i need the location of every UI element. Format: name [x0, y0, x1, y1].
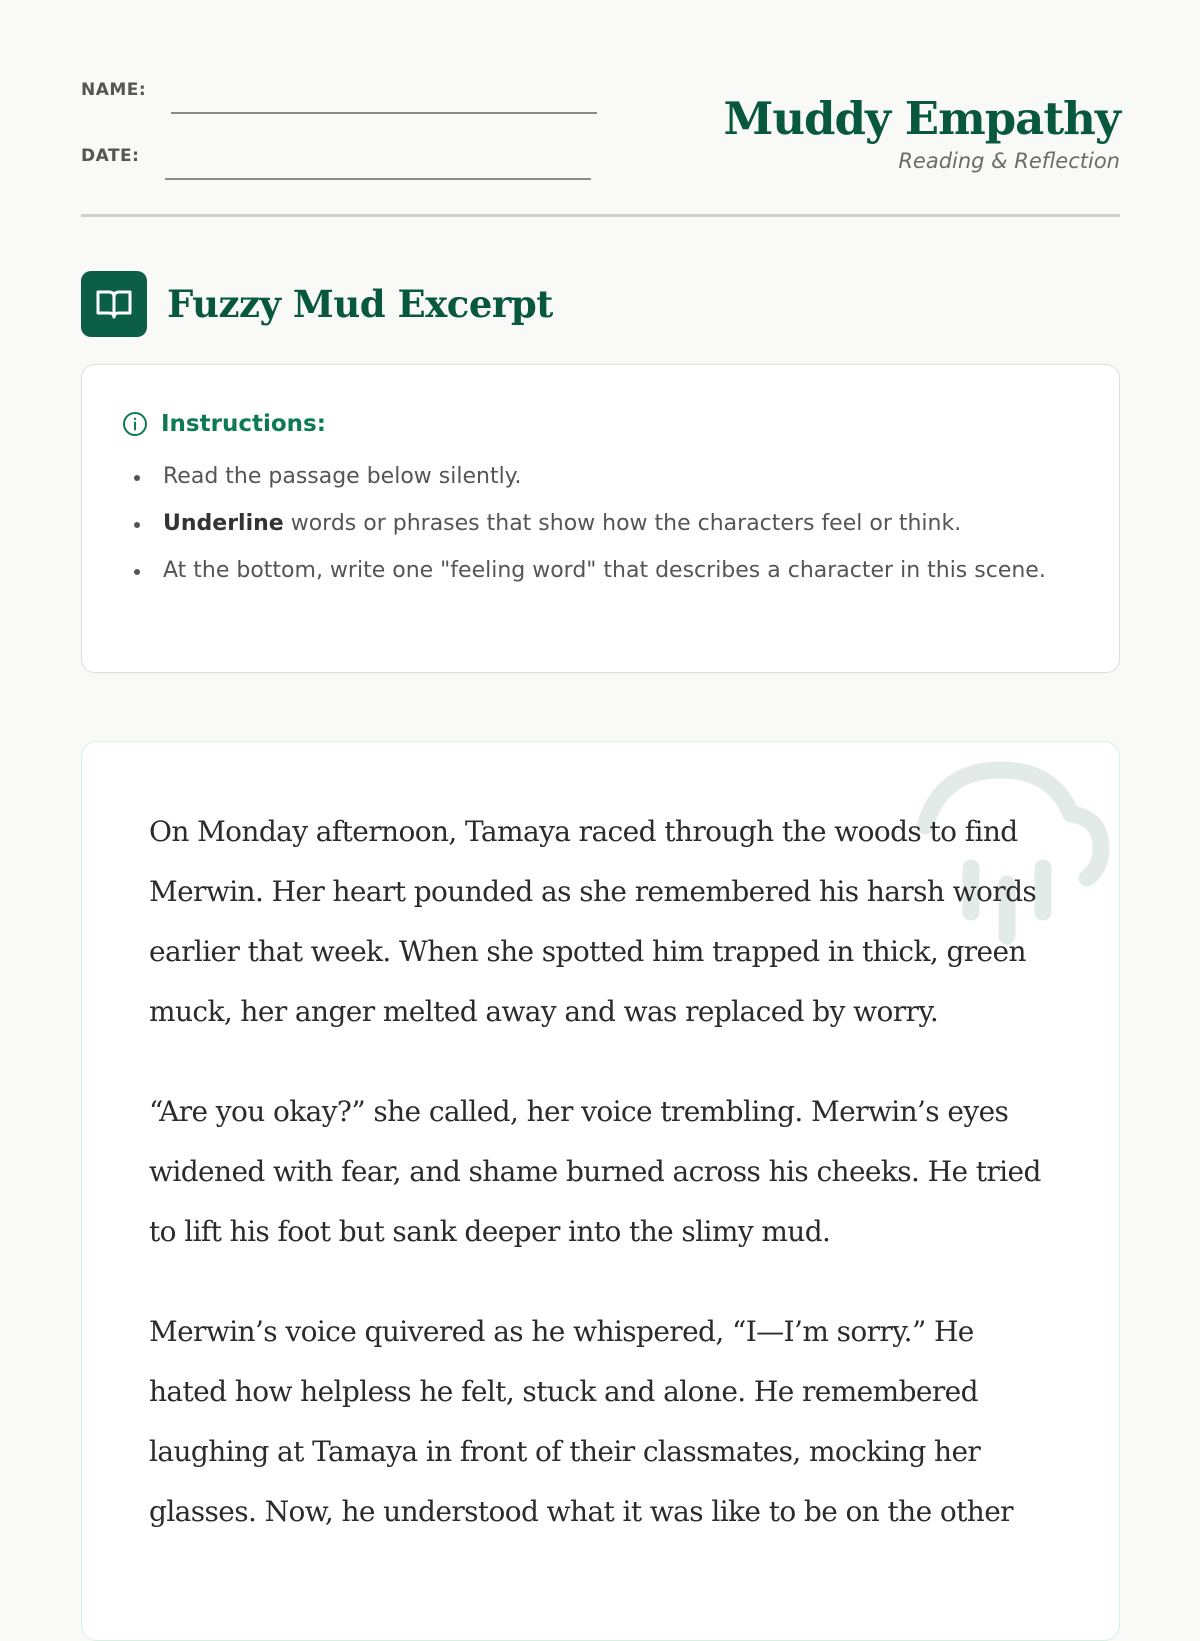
passage-paragraph: “Are you okay?” she called, her voice trembling. Merwin’s eyes widened with fear, and shame burned across his cheeks. He tried to lift his foot but sank deeper into the slimy mud.	[149, 1095, 1041, 1248]
worksheet-brand	[723, 92, 1120, 173]
instruction-text: At the bottom, write one "feeling word" that describes a character in this scene.	[163, 558, 1046, 583]
info-icon	[122, 411, 148, 437]
section-title: Fuzzy Mud Excerpt	[167, 282, 553, 326]
passage-paragraph: Merwin’s voice quivered as he whispered, “I—I’m sorry.” He hated how helpless he felt, stuck and alone. He remembered laughing at Tamaya in front of their classmates, mocking her glasses. Now, he understood what it was like to be on the other	[149, 1315, 1013, 1528]
instruction-emphasis: Underline	[163, 511, 284, 536]
passage-paragraph: On Monday afternoon, Tamaya raced through the woods to find Merwin. Her heart pounded as she remembered his harsh words earlier that week. When she spotted him trapped in thick, green muck, her anger melted away and was replaced by worry.	[149, 815, 1037, 1028]
instruction-item	[122, 504, 1079, 544]
name-label: NAME:	[81, 80, 147, 100]
worksheet-page	[81, 0, 1120, 1600]
name-blank-line[interactable]	[171, 111, 597, 114]
instructions-heading-text: Instructions:	[161, 411, 326, 437]
date-label: DATE:	[81, 146, 140, 166]
instruction-text: Read the passage below silently.	[163, 464, 522, 489]
date-field	[81, 146, 591, 166]
instructions-list	[122, 457, 1079, 591]
worksheet-title: Muddy Empathy	[723, 92, 1120, 145]
open-book-icon	[81, 271, 147, 337]
date-blank-line[interactable]	[165, 177, 591, 180]
instruction-item	[122, 551, 1079, 591]
name-field	[81, 80, 597, 100]
instructions-heading	[122, 411, 1079, 437]
worksheet-header	[81, 0, 1120, 217]
instructions-card	[81, 364, 1120, 673]
instruction-item	[122, 457, 1079, 497]
section-heading	[81, 271, 553, 337]
passage-card	[81, 741, 1120, 1641]
worksheet-subtitle: Reading & Reflection	[898, 149, 1120, 173]
instruction-text: words or phrases that show how the characters feel or think.	[283, 511, 962, 536]
